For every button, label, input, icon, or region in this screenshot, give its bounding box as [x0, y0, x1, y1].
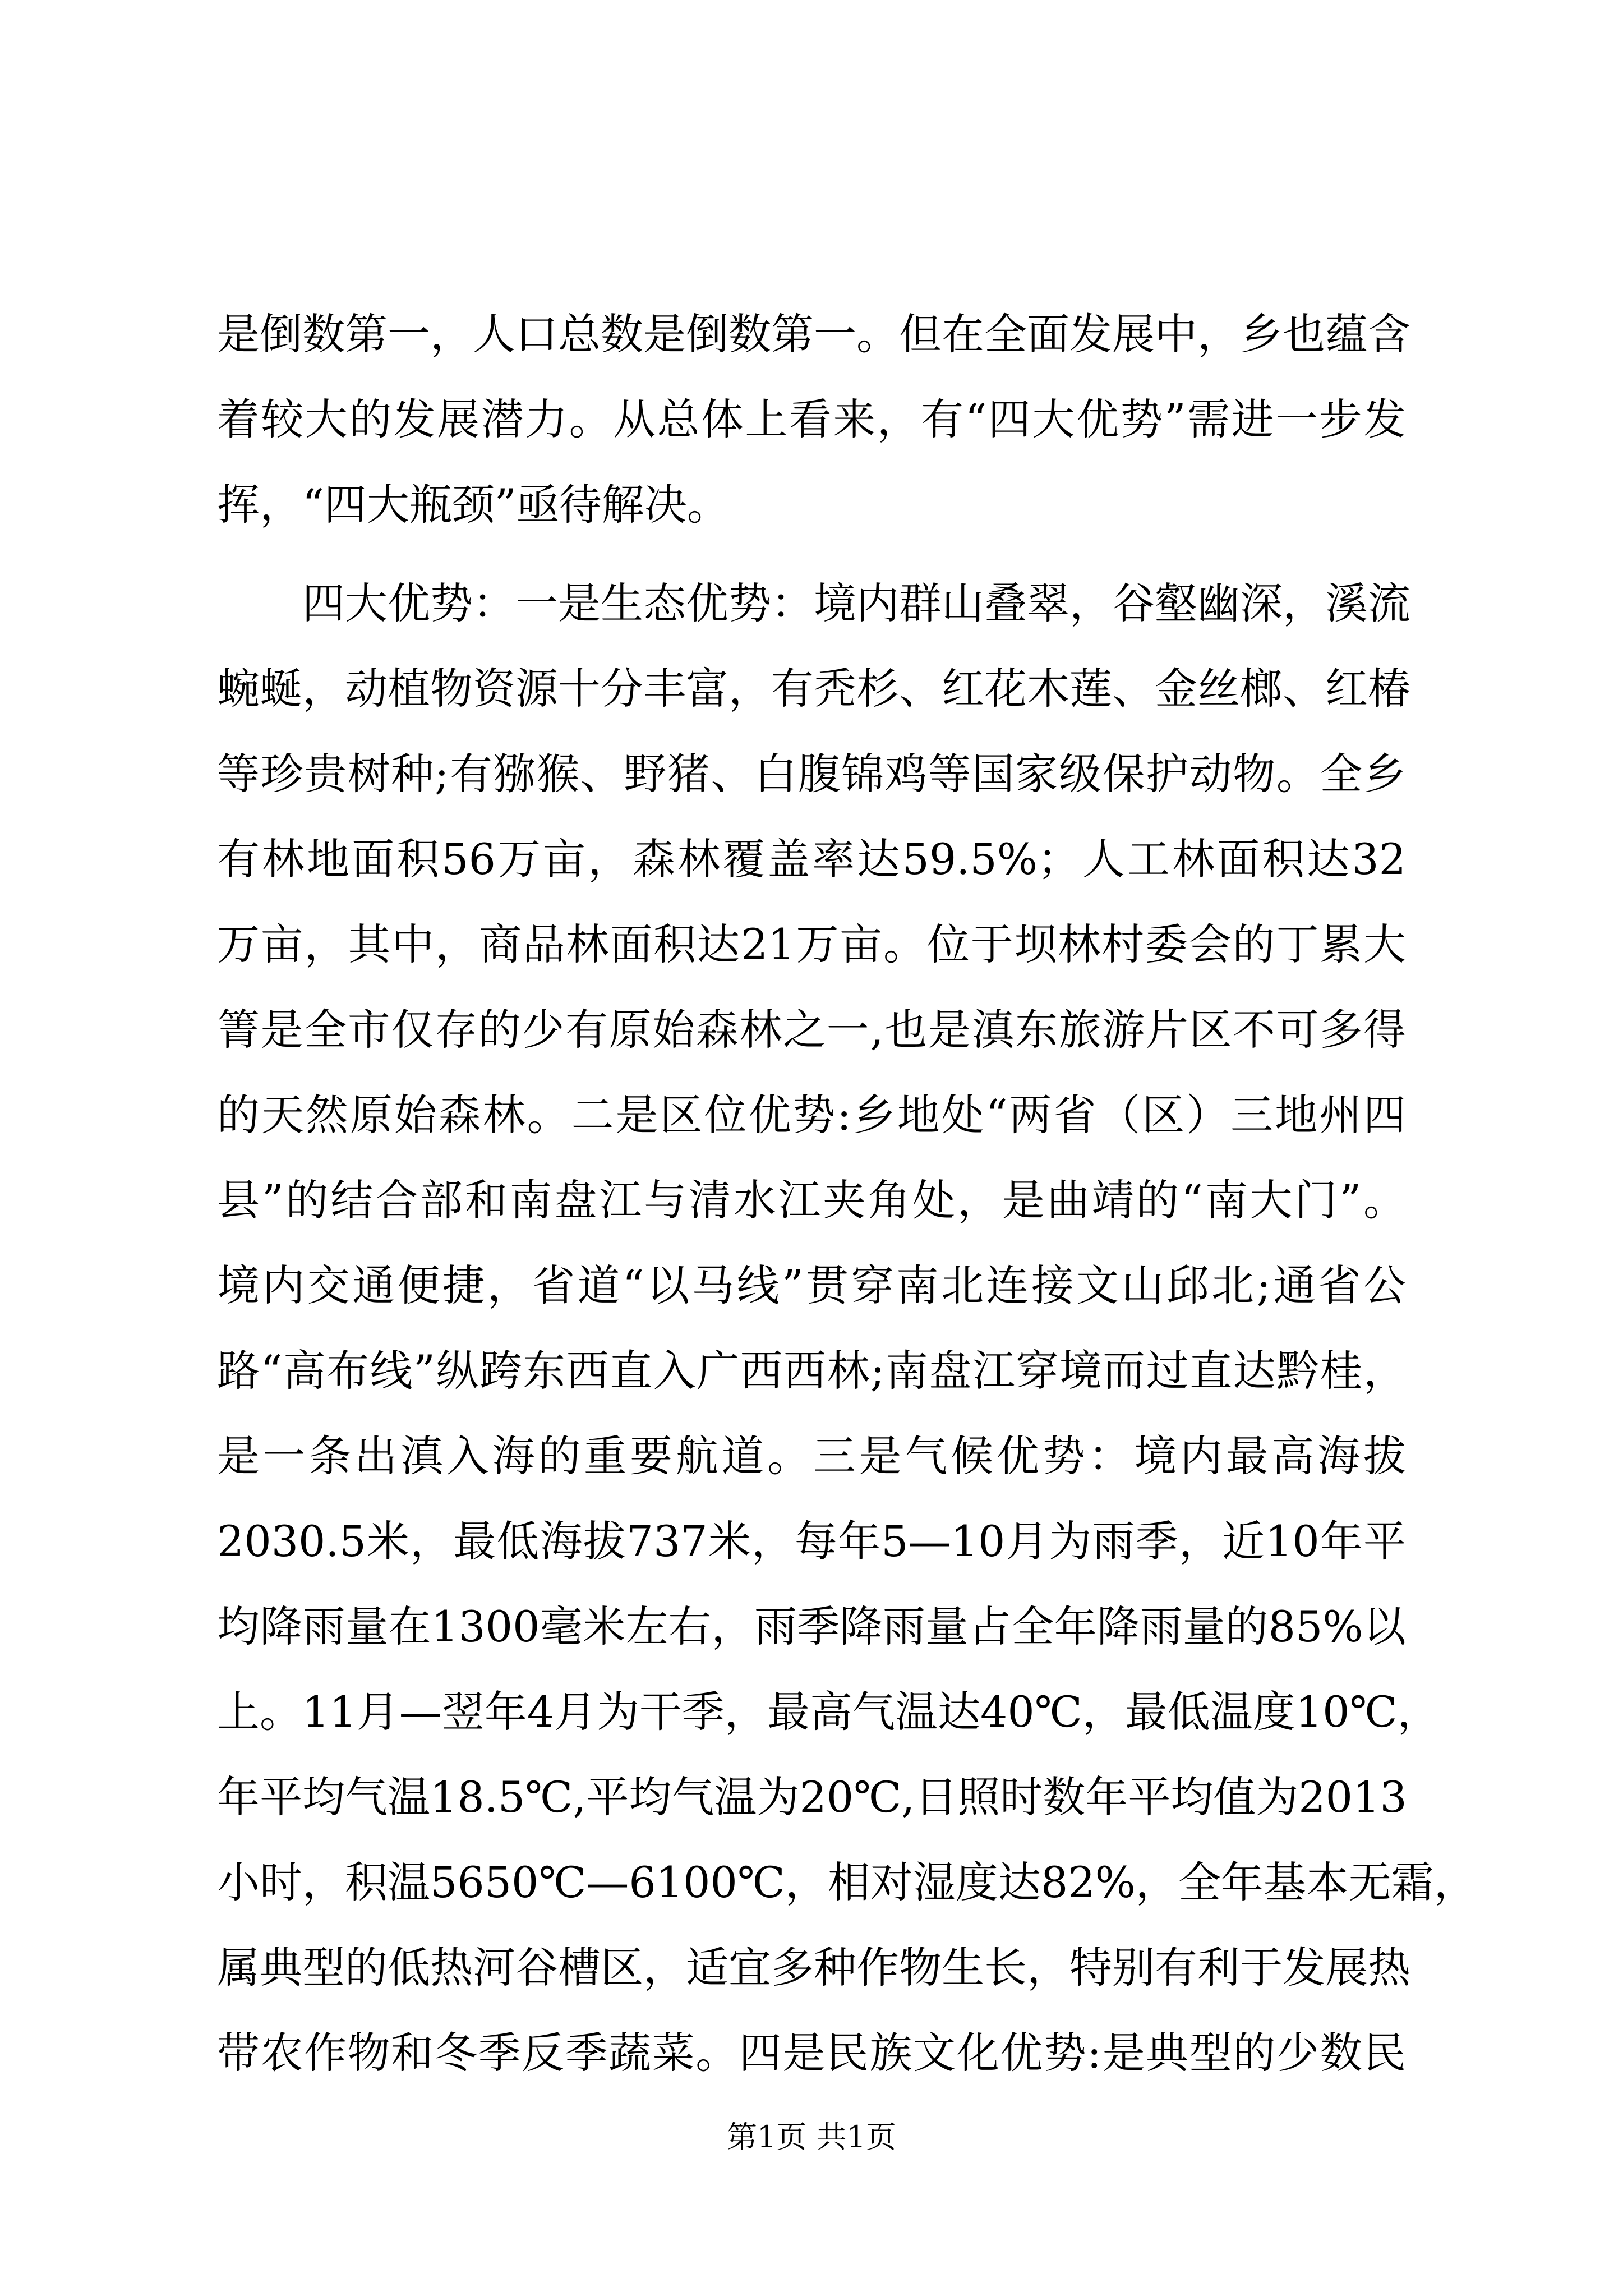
text-line: 蜿蜒，动植物资源十分丰富，有秃杉、红花木莲、金丝榔、红椿 [217, 664, 1410, 714]
text-line: 2030.5米，最低海拔737米，每年5—10月为雨季，近10年平 [217, 1516, 1406, 1566]
text-line: 境内交通便捷，省道“以马线”贯穿南北连接文山邱北;通省公 [217, 1260, 1406, 1310]
text-line: 县”的结合部和南盘江与清水江夹角处，是曲靖的“南大门”。 [217, 1175, 1406, 1225]
text-line: 属典型的低热河谷槽区，适宜多种作物生长，特别有利于发展热 [217, 1943, 1410, 1993]
text-line: 均降雨量在1300毫米左右，雨季降雨量占全年降雨量的85%以 [217, 1602, 1406, 1651]
paragraph-1 [217, 292, 1410, 547]
paragraph-2 [217, 561, 1477, 2181]
text-line: 小时，积温5650℃—6100℃，相对湿度达82%，全年基本无霜， [217, 1857, 1477, 1907]
text-line: 带农作物和冬季反季蔬菜。四是民族文化优势:是典型的少数民 [217, 2028, 1406, 2078]
paragraph-spacing [217, 547, 1406, 561]
text-line: 的天然原始森林。二是区位优势:乡地处“两省（区）三地州四 [217, 1090, 1406, 1140]
text-line: 年平均气温18.5℃,平均气温为20℃,日照时数年平均值为2013 [217, 1772, 1407, 1822]
text-line: 等珍贵树种;有猕猴、野猪、白腹锦鸡等国家级保护动物。全乡 [217, 749, 1406, 799]
text-line: 着较大的发展潜力。从总体上看来，有“四大优势”需进一步发 [217, 394, 1406, 444]
text-line: 是一条出滇入海的重要航道。三是气候优势：境内最高海拔 [217, 1431, 1406, 1481]
page-number-footer: 第1页 共1页 [727, 2119, 896, 2155]
text-line: 有林地面积56万亩，森林覆盖率达59.5%；人工林面积达32 [217, 834, 1406, 884]
text-line: 箐是全市仅存的少有原始森林之一,也是滇东旅游片区不可多得 [217, 1005, 1406, 1055]
text-line: 四大优势：一是生态优势：境内群山叠翠，谷壑幽深，溪流 [302, 578, 1410, 628]
text-line: 路“高布线”纵跨东西直入广西西林;南盘江穿境而过直达黔桂， [217, 1346, 1406, 1396]
text-line: 是倒数第一，人口总数是倒数第一。但在全面发展中，乡也蕴含 [217, 309, 1410, 359]
text-line: 万亩，其中，商品林面积达21万亩。位于坝林村委会的丁累大 [217, 919, 1406, 969]
text-line: 上。11月—翌年4月为干季，最高气温达40℃，最低温度10℃， [217, 1687, 1440, 1737]
page-body [217, 292, 1477, 2181]
text-line: 挥，“四大瓶颈”亟待解决。 [217, 480, 730, 530]
